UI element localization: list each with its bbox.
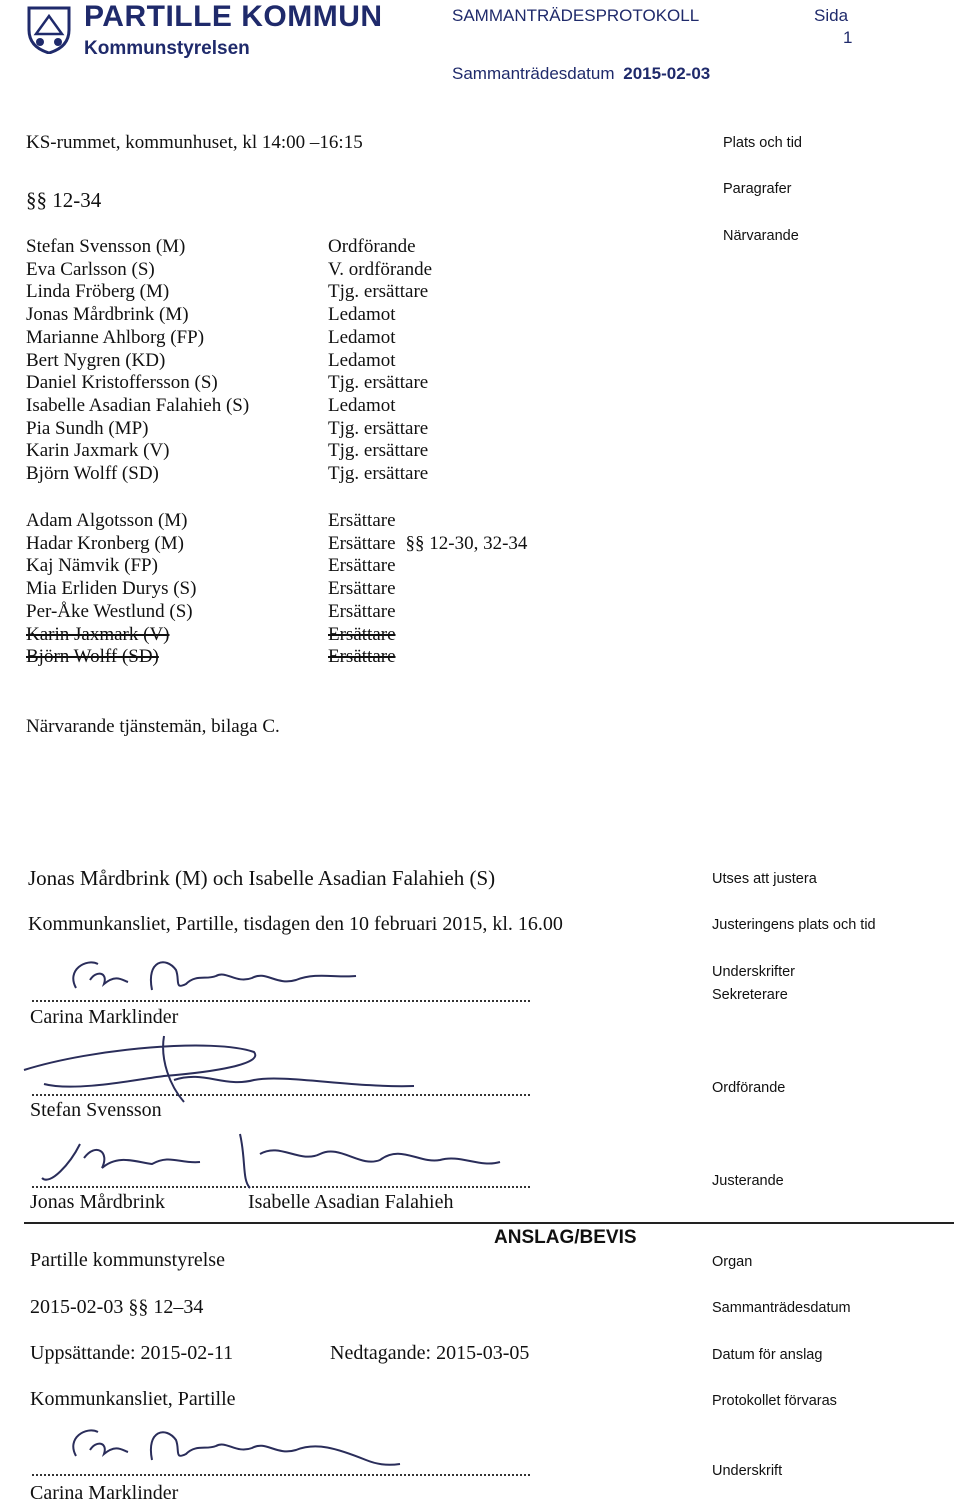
substitute-note: §§ 12-30, 32-34 <box>405 532 528 554</box>
meeting-date-label <box>452 64 710 84</box>
substitute-role: Ersättare <box>328 555 396 577</box>
member-role: Tjg. ersättare <box>328 372 429 394</box>
secretary-name: Carina Marklinder <box>30 1006 179 1028</box>
member-name: Eva Carlsson (S) <box>26 258 155 280</box>
member-name: Jonas Mårdbrink (M) <box>26 304 189 326</box>
chair-name: Stefan Svensson <box>30 1099 162 1121</box>
substitute-role: Ersättare <box>328 600 396 622</box>
substitute-name: Per-Åke Westlund (S) <box>26 600 193 622</box>
member-row <box>26 304 686 327</box>
meeting-date-paragraphs: 2015-02-03 §§ 12–34 <box>30 1296 204 1318</box>
substitute-row <box>26 601 686 624</box>
member-name: Isabelle Asadian Falahieh (S) <box>26 394 250 416</box>
member-row <box>26 350 686 373</box>
meeting-date-value: 2015-02-03 <box>623 64 711 83</box>
meeting-date-label-text: Sammanträdesdatum <box>452 64 615 83</box>
removal-date: Nedtagande: 2015-03-05 <box>330 1342 530 1364</box>
adjusters: Jonas Mårdbrink (M) och Isabelle Asadian Falahieh (S) <box>28 866 496 890</box>
member-name: Daniel Kristoffersson (S) <box>26 372 218 394</box>
member-role: Tjg. ersättare <box>328 440 429 462</box>
member-row <box>26 440 686 463</box>
member-name: Stefan Svensson (M) <box>26 236 186 257</box>
notice-signature-name: Carina Marklinder <box>30 1482 179 1504</box>
substitute-name: Karin Jaxmark (V) <box>26 623 170 645</box>
adjusters-label: Utses att justera <box>712 871 817 887</box>
signatures-label: Underskrifter <box>712 964 795 980</box>
member-row <box>26 372 686 395</box>
substitute-role: Ersättare <box>328 646 396 668</box>
notice-heading: ANSLAG/BEVIS <box>494 1227 637 1248</box>
member-role: Ordförande <box>328 236 416 257</box>
member-row <box>26 418 686 441</box>
substitute-role: Ersättare <box>328 532 396 554</box>
municipality-name: PARTILLE KOMMUN <box>84 0 383 33</box>
substitute-row <box>26 533 686 556</box>
organ-label: Organ <box>712 1254 753 1270</box>
kept-location-label: Protokollet förvaras <box>712 1393 837 1409</box>
notice-signature-image <box>56 1420 406 1476</box>
posting-date: Uppsättande: 2015-02-11 <box>30 1342 234 1364</box>
adjustment-place-time-label: Justeringens plats och tid <box>712 917 876 933</box>
substitute-row-struck <box>26 624 686 647</box>
notice-signature-line <box>32 1474 530 1476</box>
member-row <box>26 259 686 282</box>
member-name: Bert Nygren (KD) <box>26 349 166 371</box>
member-name: Linda Fröberg (M) <box>26 281 170 303</box>
member-role: Tjg. ersättare <box>328 463 429 485</box>
paragraphs-label: Paragrafer <box>723 181 792 197</box>
member-name: Karin Jaxmark (V) <box>26 440 170 462</box>
notice-signature-label: Underskrift <box>712 1463 783 1479</box>
member-role: Ledamot <box>328 326 396 348</box>
organ-value: Partille kommunstyrelse <box>30 1249 225 1271</box>
substitute-name: Mia Erliden Durys (S) <box>26 578 197 600</box>
substitute-name: Hadar Kronberg (M) <box>26 532 184 554</box>
posting-date-label: Datum för anslag <box>712 1347 823 1363</box>
substitute-row <box>26 578 686 601</box>
meeting-place-time: KS-rummet, kommunhuset, kl 14:00 –16:15 <box>26 132 363 153</box>
substitute-role: Ersättare <box>328 623 396 645</box>
member-name: Björn Wolff (SD) <box>26 463 159 485</box>
paragraph-range: §§ 12-34 <box>26 188 102 212</box>
member-role: Ledamot <box>328 349 396 371</box>
adjuster-name-2: Isabelle Asadian Falahieh <box>248 1191 454 1213</box>
substitute-row-struck <box>26 646 686 669</box>
member-role: Ledamot <box>328 304 396 326</box>
municipality-logo <box>24 4 74 54</box>
member-role: V. ordförande <box>328 258 433 280</box>
adjustment-place-time: Kommunkansliet, Partille, tisdagen den 10 februari 2015, kl. 16.00 <box>28 913 563 935</box>
member-name: Marianne Ahlborg (FP) <box>26 326 205 348</box>
adjuster-signature-image <box>40 1124 520 1192</box>
page-number: 1 <box>843 28 853 47</box>
place-time-label: Plats och tid <box>723 135 802 151</box>
members-list <box>26 236 686 486</box>
substitute-role: Ersättare <box>328 578 396 600</box>
substitute-row <box>26 510 686 533</box>
present-label: Närvarande <box>723 228 799 244</box>
officials-note: Närvarande tjänstemän, bilaga C. <box>26 716 280 737</box>
member-row <box>26 281 686 304</box>
substitute-name: Kaj Nämvik (FP) <box>26 555 158 577</box>
board-name: Kommunstyrelsen <box>84 38 250 59</box>
adjuster-label: Justerande <box>712 1173 784 1189</box>
member-row <box>26 463 686 486</box>
secretary-signature-image <box>56 950 396 1006</box>
substitute-row <box>26 555 686 578</box>
notice-meeting-date-label: Sammanträdesdatum <box>712 1300 851 1316</box>
member-name: Pia Sundh (MP) <box>26 417 149 439</box>
member-row <box>26 327 686 350</box>
substitutes-list <box>26 510 686 669</box>
section-divider <box>24 1222 954 1224</box>
kept-location: Kommunkansliet, Partille <box>30 1388 236 1410</box>
substitute-role: Ersättare <box>328 510 396 531</box>
member-row <box>26 395 686 418</box>
substitute-name: Adam Algotsson (M) <box>26 510 188 531</box>
document-type: SAMMANTRÄDESPROTOKOLL <box>452 6 700 25</box>
chair-label: Ordförande <box>712 1080 786 1096</box>
member-role: Tjg. ersättare <box>328 417 429 439</box>
member-role: Tjg. ersättare <box>328 281 429 303</box>
member-row <box>26 236 686 259</box>
secretary-label: Sekreterare <box>712 987 788 1003</box>
page-label: Sida <box>814 6 849 25</box>
substitute-name: Björn Wolff (SD) <box>26 646 159 668</box>
member-role: Ledamot <box>328 394 396 416</box>
chair-signature-image <box>14 1030 434 1104</box>
adjuster-name-1: Jonas Mårdbrink <box>30 1191 165 1213</box>
